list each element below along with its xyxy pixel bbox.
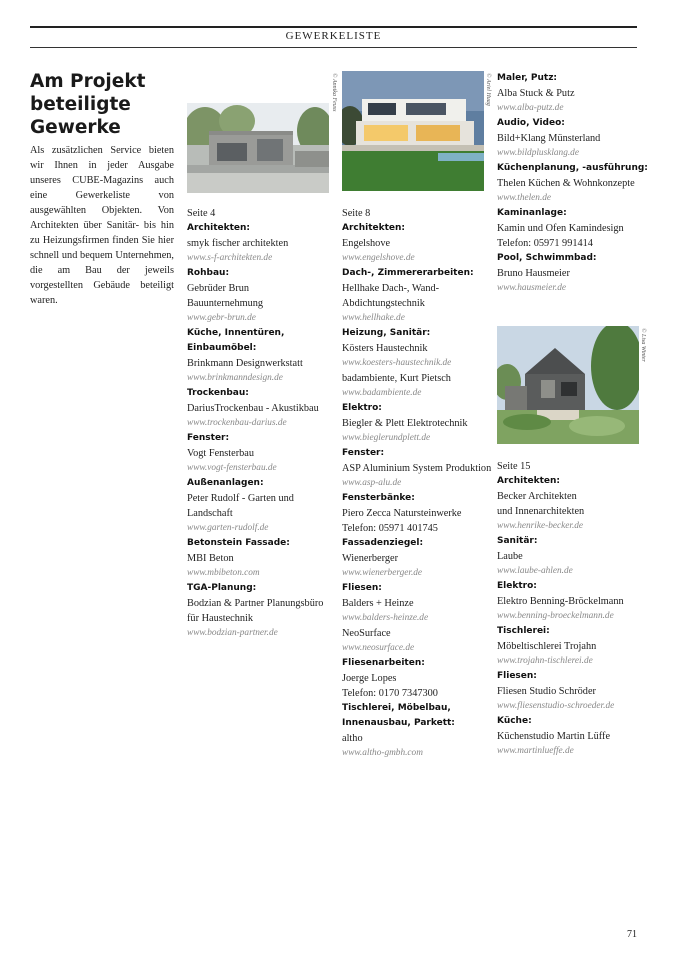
trade-category: Tischlerei:	[497, 626, 550, 636]
company-entry: und Innenarchitekten	[497, 506, 585, 517]
house-photo-seite-8	[342, 71, 484, 191]
heading-line: Am Projekt	[30, 71, 146, 92]
header-rule	[30, 47, 637, 48]
company-website: www.s-f-architekten.de	[187, 253, 273, 263]
trade-category: Küche:	[497, 716, 532, 726]
company-entry: Fliesen Studio Schröder	[497, 686, 596, 697]
company-entry: DariusTrockenbau - Akustikbau	[187, 403, 319, 414]
company-entry: Biegler & Plett Elektrotechnik	[342, 418, 468, 429]
company-entry: Möbeltischlerei Trojahn	[497, 641, 597, 652]
company-website: www.gebr-brun.de	[187, 313, 256, 323]
section-label: GEWERKELISTE	[285, 30, 382, 42]
company-entry: Becker Architekten	[497, 491, 577, 502]
trades-list-seite-8-continued	[497, 71, 648, 296]
page-number: 71	[627, 929, 637, 940]
company-entry: ASP Aluminium System Produktion	[342, 463, 492, 474]
company-entry: badambiente, Kurt Pietsch	[342, 373, 451, 384]
trades-list-seite-8	[342, 206, 492, 761]
trades-list-seite-4	[187, 206, 335, 641]
company-entry: Kösters Haustechnik	[342, 343, 428, 354]
photo-credit: © Annika Feuss	[331, 73, 337, 112]
company-website: www.alba-putz.de	[497, 103, 564, 113]
company-website: www.bodzian-partner.de	[187, 628, 278, 638]
company-website: www.hausmeier.de	[497, 283, 567, 293]
company-website: www.wienerberger.de	[342, 568, 423, 578]
trade-category: Fensterbänke:	[342, 493, 415, 503]
trade-category: Heizung, Sanitär:	[342, 328, 431, 338]
company-entry: Telefon: 05971 991414	[497, 238, 593, 249]
page-reference: Seite 8	[342, 208, 371, 219]
trade-category: Pool, Schwimmbad:	[497, 253, 597, 263]
house-photo-seite-4	[187, 103, 329, 193]
company-entry: Engelshove	[342, 238, 391, 249]
company-entry: Piero Zecca Natursteinwerke	[342, 508, 462, 519]
company-website: www.koesters-haustechnik.de	[342, 358, 452, 368]
company-website: www.altho-gmbh.com	[342, 748, 423, 758]
company-entry: Joerge Lopes	[342, 673, 397, 684]
company-website: www.mbibeton.com	[187, 568, 260, 578]
company-website: www.martinlueffe.de	[497, 746, 574, 756]
company-entry: MBI Beton	[187, 553, 234, 564]
company-entry: Balders + Heinze	[342, 598, 414, 609]
company-website: www.thelen.de	[497, 193, 552, 203]
company-entry: Gebrüder Brun	[187, 283, 250, 294]
trade-category: Dach-, Zimmererarbeiten:	[342, 268, 474, 278]
top-rule	[30, 26, 637, 28]
trade-category: Fassadenziegel:	[342, 538, 424, 548]
company-entry: Brinkmann Designwerkstatt	[187, 358, 303, 369]
company-website: www.neosurface.de	[342, 643, 415, 653]
company-entry: altho	[342, 733, 363, 744]
company-entry: Landschaft	[187, 508, 233, 519]
company-entry: Thelen Küchen & Wohnkonzepte	[497, 178, 635, 189]
trade-category: Rohbau:	[187, 268, 230, 278]
company-website: www.laube-ahlen.de	[497, 566, 573, 576]
trade-category: Kaminanlage:	[497, 208, 567, 218]
company-website: www.engelshove.de	[342, 253, 415, 263]
trade-category: Elektro:	[342, 403, 382, 413]
company-entry: Vogt Fensterbau	[187, 448, 255, 459]
trade-category: Fliesen:	[342, 583, 382, 593]
company-entry: Bodzian & Partner Planungsbüro	[187, 598, 324, 609]
company-entry: Kamin und Ofen Kamindesign	[497, 223, 624, 234]
company-entry: Telefon: 05971 401745	[342, 523, 438, 534]
photo-credit: © Lisa Winter	[640, 328, 646, 362]
trade-category: Außenanlagen:	[187, 478, 264, 488]
trade-category: Betonstein Fassade:	[187, 538, 290, 548]
trade-category: Elektro:	[497, 581, 537, 591]
company-website: www.garten-rudolf.de	[187, 523, 269, 533]
company-entry: Telefon: 0170 7347300	[342, 688, 438, 699]
company-entry: NeoSurface	[342, 628, 391, 639]
trade-category: Tischlerei, Möbelbau,	[342, 703, 451, 713]
trades-list-seite-15	[497, 459, 645, 759]
company-website: www.benning-broeckelmann.de	[497, 611, 614, 621]
trade-category: Einbaumöbel:	[187, 343, 257, 353]
company-entry: Abdichtungstechnik	[342, 298, 425, 309]
trade-category: Küche, Innentüren,	[187, 328, 285, 338]
trade-category: Maler, Putz:	[497, 73, 558, 83]
trade-category: TGA-Planung:	[187, 583, 257, 593]
company-entry: Hellhake Dach-, Wand-	[342, 283, 440, 294]
company-entry: Bruno Hausmeier	[497, 268, 570, 279]
trade-category: Sanitär:	[497, 536, 538, 546]
company-website: www.trockenbau-darius.de	[187, 418, 287, 428]
photo-credit: © Ariel Huag	[485, 73, 491, 106]
page-reference: Seite 4	[187, 208, 216, 219]
company-website: www.balders-heinze.de	[342, 613, 429, 623]
trade-category: Trockenbau:	[187, 388, 249, 398]
company-website: www.asp-alu.de	[342, 478, 402, 488]
company-website: www.hellhake.de	[342, 313, 405, 323]
heading-line: beteiligte	[30, 94, 131, 115]
company-entry: smyk fischer architekten	[187, 238, 289, 249]
company-entry: Bild+Klang Münsterland	[497, 133, 601, 144]
company-entry: Laube	[497, 551, 523, 562]
company-entry: Alba Stuck & Putz	[497, 88, 575, 99]
trade-category: Fenster:	[187, 433, 230, 443]
company-website: www.bildplusklang.de	[497, 148, 579, 158]
company-website: www.badambiente.de	[342, 388, 422, 398]
company-website: www.trojahn-tischlerei.de	[497, 656, 593, 666]
page-reference: Seite 15	[497, 461, 531, 472]
trade-category: Fenster:	[342, 448, 385, 458]
company-entry: Elektro Benning-Bröckelmann	[497, 596, 624, 607]
company-entry: Peter Rudolf - Garten und	[187, 493, 294, 504]
trade-category: Küchenplanung, -ausführung:	[497, 163, 648, 173]
company-website: www.brinkmanndesign.de	[187, 373, 283, 383]
company-entry: Wienerberger	[342, 553, 398, 564]
house-photo-seite-15	[497, 326, 639, 444]
trade-category: Architekten:	[497, 476, 561, 486]
intro-text: Als zusätzlichen Service bieten wir Ihnen in jeder Ausgabe unseres CUBE-Magazins auch eine Gewerkeliste von ausgewählten Objekten. Von Architekten über Sanitär- bis hin zu Heizungsfirmen finden Sie hier schnell und bequem Unternehmen, die am Bau der jeweils vorgestellten Gebäude beteiligt waren.	[30, 145, 174, 306]
trade-category: Fliesenarbeiten:	[342, 658, 425, 668]
company-entry: Bauunternehmung	[187, 298, 264, 309]
trade-category: Innenausbau, Parkett:	[342, 718, 455, 728]
page-heading	[30, 70, 180, 139]
heading-line: Gewerke	[30, 117, 121, 138]
trade-category: Fliesen:	[497, 671, 537, 681]
company-entry: für Haustechnik	[187, 613, 254, 624]
trade-category: Audio, Video:	[497, 118, 565, 128]
company-website: www.vogt-fensterbau.de	[187, 463, 277, 473]
trade-category: Architekten:	[342, 223, 406, 233]
company-entry: Küchenstudio Martin Lüffe	[497, 731, 611, 742]
company-website: www.bieglerundplett.de	[342, 433, 431, 443]
company-website: www.fliesenstudio-schroeder.de	[497, 701, 615, 711]
trade-category: Architekten:	[187, 223, 251, 233]
company-website: www.henrike-becker.de	[497, 521, 584, 531]
